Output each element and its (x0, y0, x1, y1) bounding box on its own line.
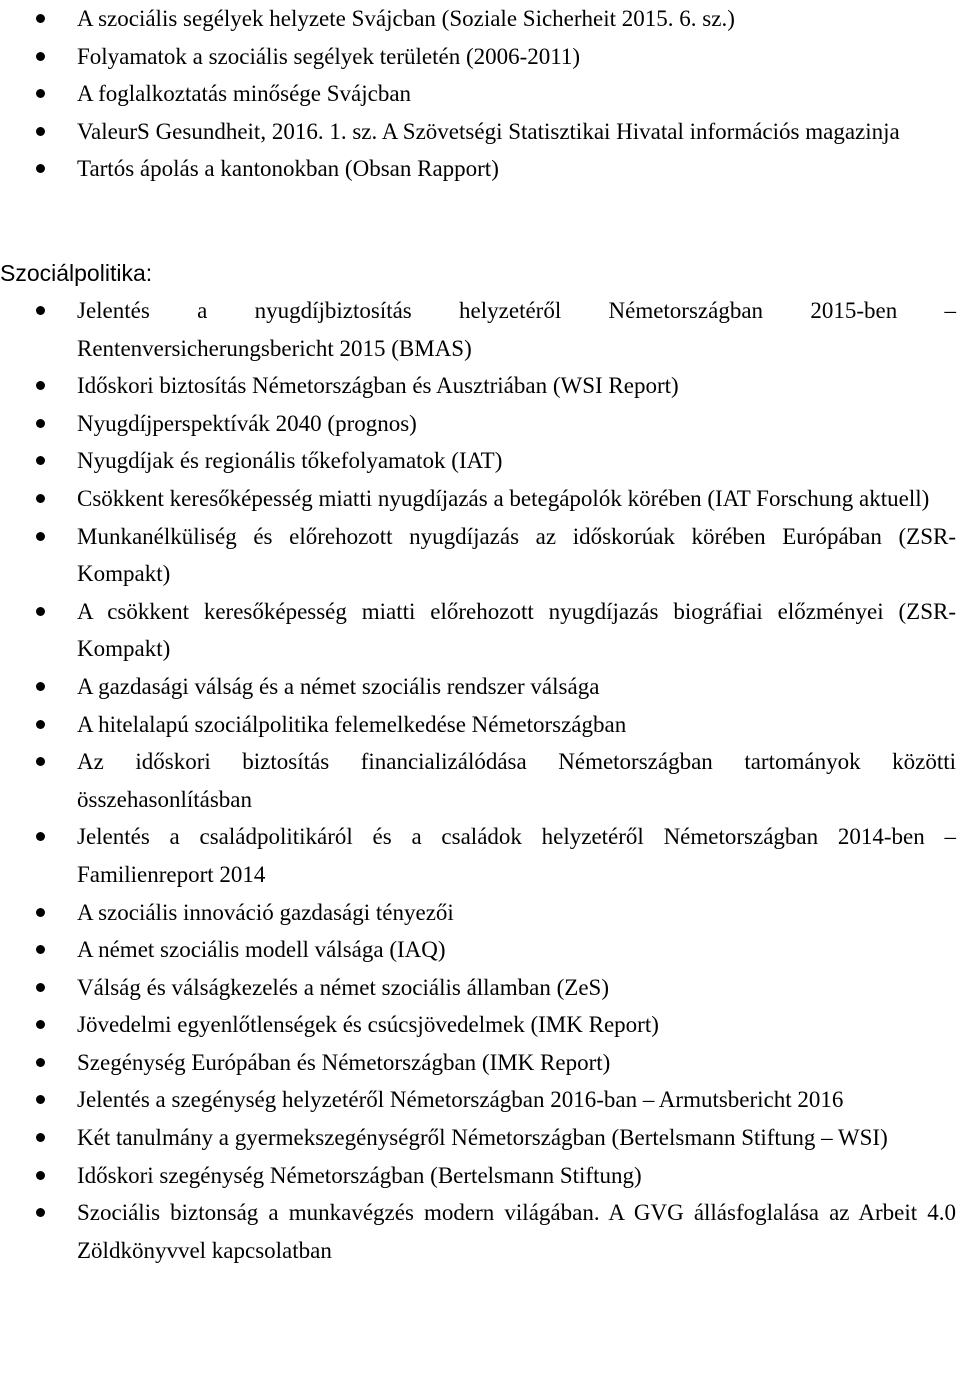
list-item (0, 1006, 960, 1044)
bullet-icon (36, 720, 45, 729)
list-item-text: Tartós ápolás a kantonokban (Obsan Rapport) (77, 156, 499, 182)
list-item (0, 367, 960, 405)
section-heading: Szociálpolitika: (0, 260, 153, 286)
list-item-text: Nyugdíjperspektívák 2040 (prognos) (77, 410, 417, 436)
bullet-icon (36, 532, 45, 541)
bullet-icon (36, 456, 45, 465)
list-item-text: A gazdasági válság és a német szociális rendszer válsága (77, 673, 600, 699)
list-item-text: Jelentés a szegénység helyzetéről Németországban 2016-ban – Armutsbericht 2016 (77, 1087, 844, 1113)
list-item-text: Jelentés a nyugdíjbiztosítás helyzetéről Németországban 2015-ben – Rentenversicherungsbericht 2015 (BMAS) (77, 298, 956, 361)
list-item-text: Nyugdíjak és regionális tőkefolyamatok (IAT) (77, 448, 503, 474)
bullet-icon (36, 306, 45, 315)
list-item (0, 743, 960, 818)
bullet-icon (36, 832, 45, 841)
bullet-icon (36, 682, 45, 691)
list-item-text: Jövedelmi egyenlőtlenségek és csúcsjövedelmek (IMK Report) (77, 1012, 659, 1038)
list-item-text: Munkanélküliség és előrehozott nyugdíjazás az időskorúak körében Európában (ZSR-Kompakt) (77, 523, 956, 587)
bullet-icon (36, 381, 45, 390)
list-item-text: A foglalkoztatás minősége Svájcban (77, 81, 412, 107)
list-item-text: ValeurS Gesundheit, 2016. 1. sz. A Szövetségi Statisztikai Hivatal információs magazinja (77, 118, 900, 144)
list-item (0, 1194, 960, 1269)
bullet-icon (36, 1058, 45, 1067)
list-item-text: Két tanulmány a gyermekszegénységről Németországban (Bertelsmann Stiftung – WSI) (77, 1125, 888, 1151)
bullet-icon (36, 419, 45, 428)
list-item (0, 150, 960, 188)
bullet-icon (36, 1133, 45, 1142)
bullet-icon (36, 14, 45, 23)
bullet-icon (36, 1208, 45, 1217)
list-item (0, 0, 960, 38)
bullet-icon (36, 983, 45, 992)
list-item (0, 75, 960, 113)
bullet-icon (36, 757, 45, 766)
list-item-text: Időskori biztosítás Németországban és Ausztriában (WSI Report) (77, 373, 679, 399)
list-item (0, 1044, 960, 1082)
bullet-icon (36, 908, 45, 917)
list-item (0, 1119, 960, 1157)
list-item (0, 405, 960, 443)
bullet-icon (36, 52, 45, 61)
list-item-text: Időskori szegénység Németországban (Bertelsmann Stiftung) (77, 1162, 642, 1188)
list-item-text: Folyamatok a szociális segélyek területén (2006-2011) (77, 43, 581, 69)
list-item-text: A szociális segélyek helyzete Svájcban (Soziale Sicherheit 2015. 6. sz.) (77, 6, 735, 31)
list-item (0, 1081, 960, 1119)
list-item-text: A csökkent keresőképesség miatti előrehozott nyugdíjazás biográfiai előzményei (ZSR-Kompakt) (77, 598, 956, 662)
list-item (0, 668, 960, 706)
list-item (0, 818, 960, 893)
list-item-text: Csökkent keresőképesség miatti nyugdíjazás a betegápolók körében (IAT Forschung aktuell) (77, 485, 930, 511)
list-item-text: Szociális biztonság a munkavégzés modern világában. A GVG állásfoglalása az Arbeit 4.0 Zöldkönyvvel kapcsolatban (77, 1200, 956, 1263)
list-item-text: A német szociális modell válsága (IAQ) (77, 937, 446, 963)
bullet-icon (36, 127, 45, 136)
bullet-icon (36, 945, 45, 954)
list-item (0, 518, 960, 593)
list-item (0, 113, 960, 151)
list-item-text: Jelentés a családpolitikáról és a családok helyzetéről Németországban 2014-ben – Familienreport 2014 (77, 824, 956, 887)
bullet-icon (36, 494, 45, 503)
list-item-text: A szociális innováció gazdasági tényezői (77, 899, 454, 925)
list-item-text: Az időskori biztosítás financializálódása Németországban tartományok közötti összehasonlításban (77, 749, 956, 812)
list-item (0, 442, 960, 480)
bullet-icon (36, 1171, 45, 1180)
bullet-icon (36, 164, 45, 173)
list-item (0, 931, 960, 969)
intro-bullet-list (0, 0, 960, 188)
list-item-text: Szegénység Európában és Németországban (IMK Report) (77, 1049, 611, 1075)
list-item (0, 969, 960, 1007)
bullet-icon (36, 1095, 45, 1104)
bullet-icon (36, 1020, 45, 1029)
list-item (0, 593, 960, 668)
bullet-icon (36, 607, 45, 616)
list-item (0, 1157, 960, 1195)
list-item (0, 480, 960, 518)
list-item (0, 706, 960, 744)
section-heading-wrapper (0, 254, 152, 292)
list-item (0, 38, 960, 76)
list-item-text: A hitelalapú szociálpolitika felemelkedése Németországban (77, 711, 627, 737)
list-item (0, 894, 960, 932)
list-item-text: Válság és válságkezelés a német szociális államban (ZeS) (77, 974, 609, 1000)
bullet-icon (36, 89, 45, 98)
policy-bullet-list (0, 292, 960, 1269)
list-item (0, 292, 960, 367)
